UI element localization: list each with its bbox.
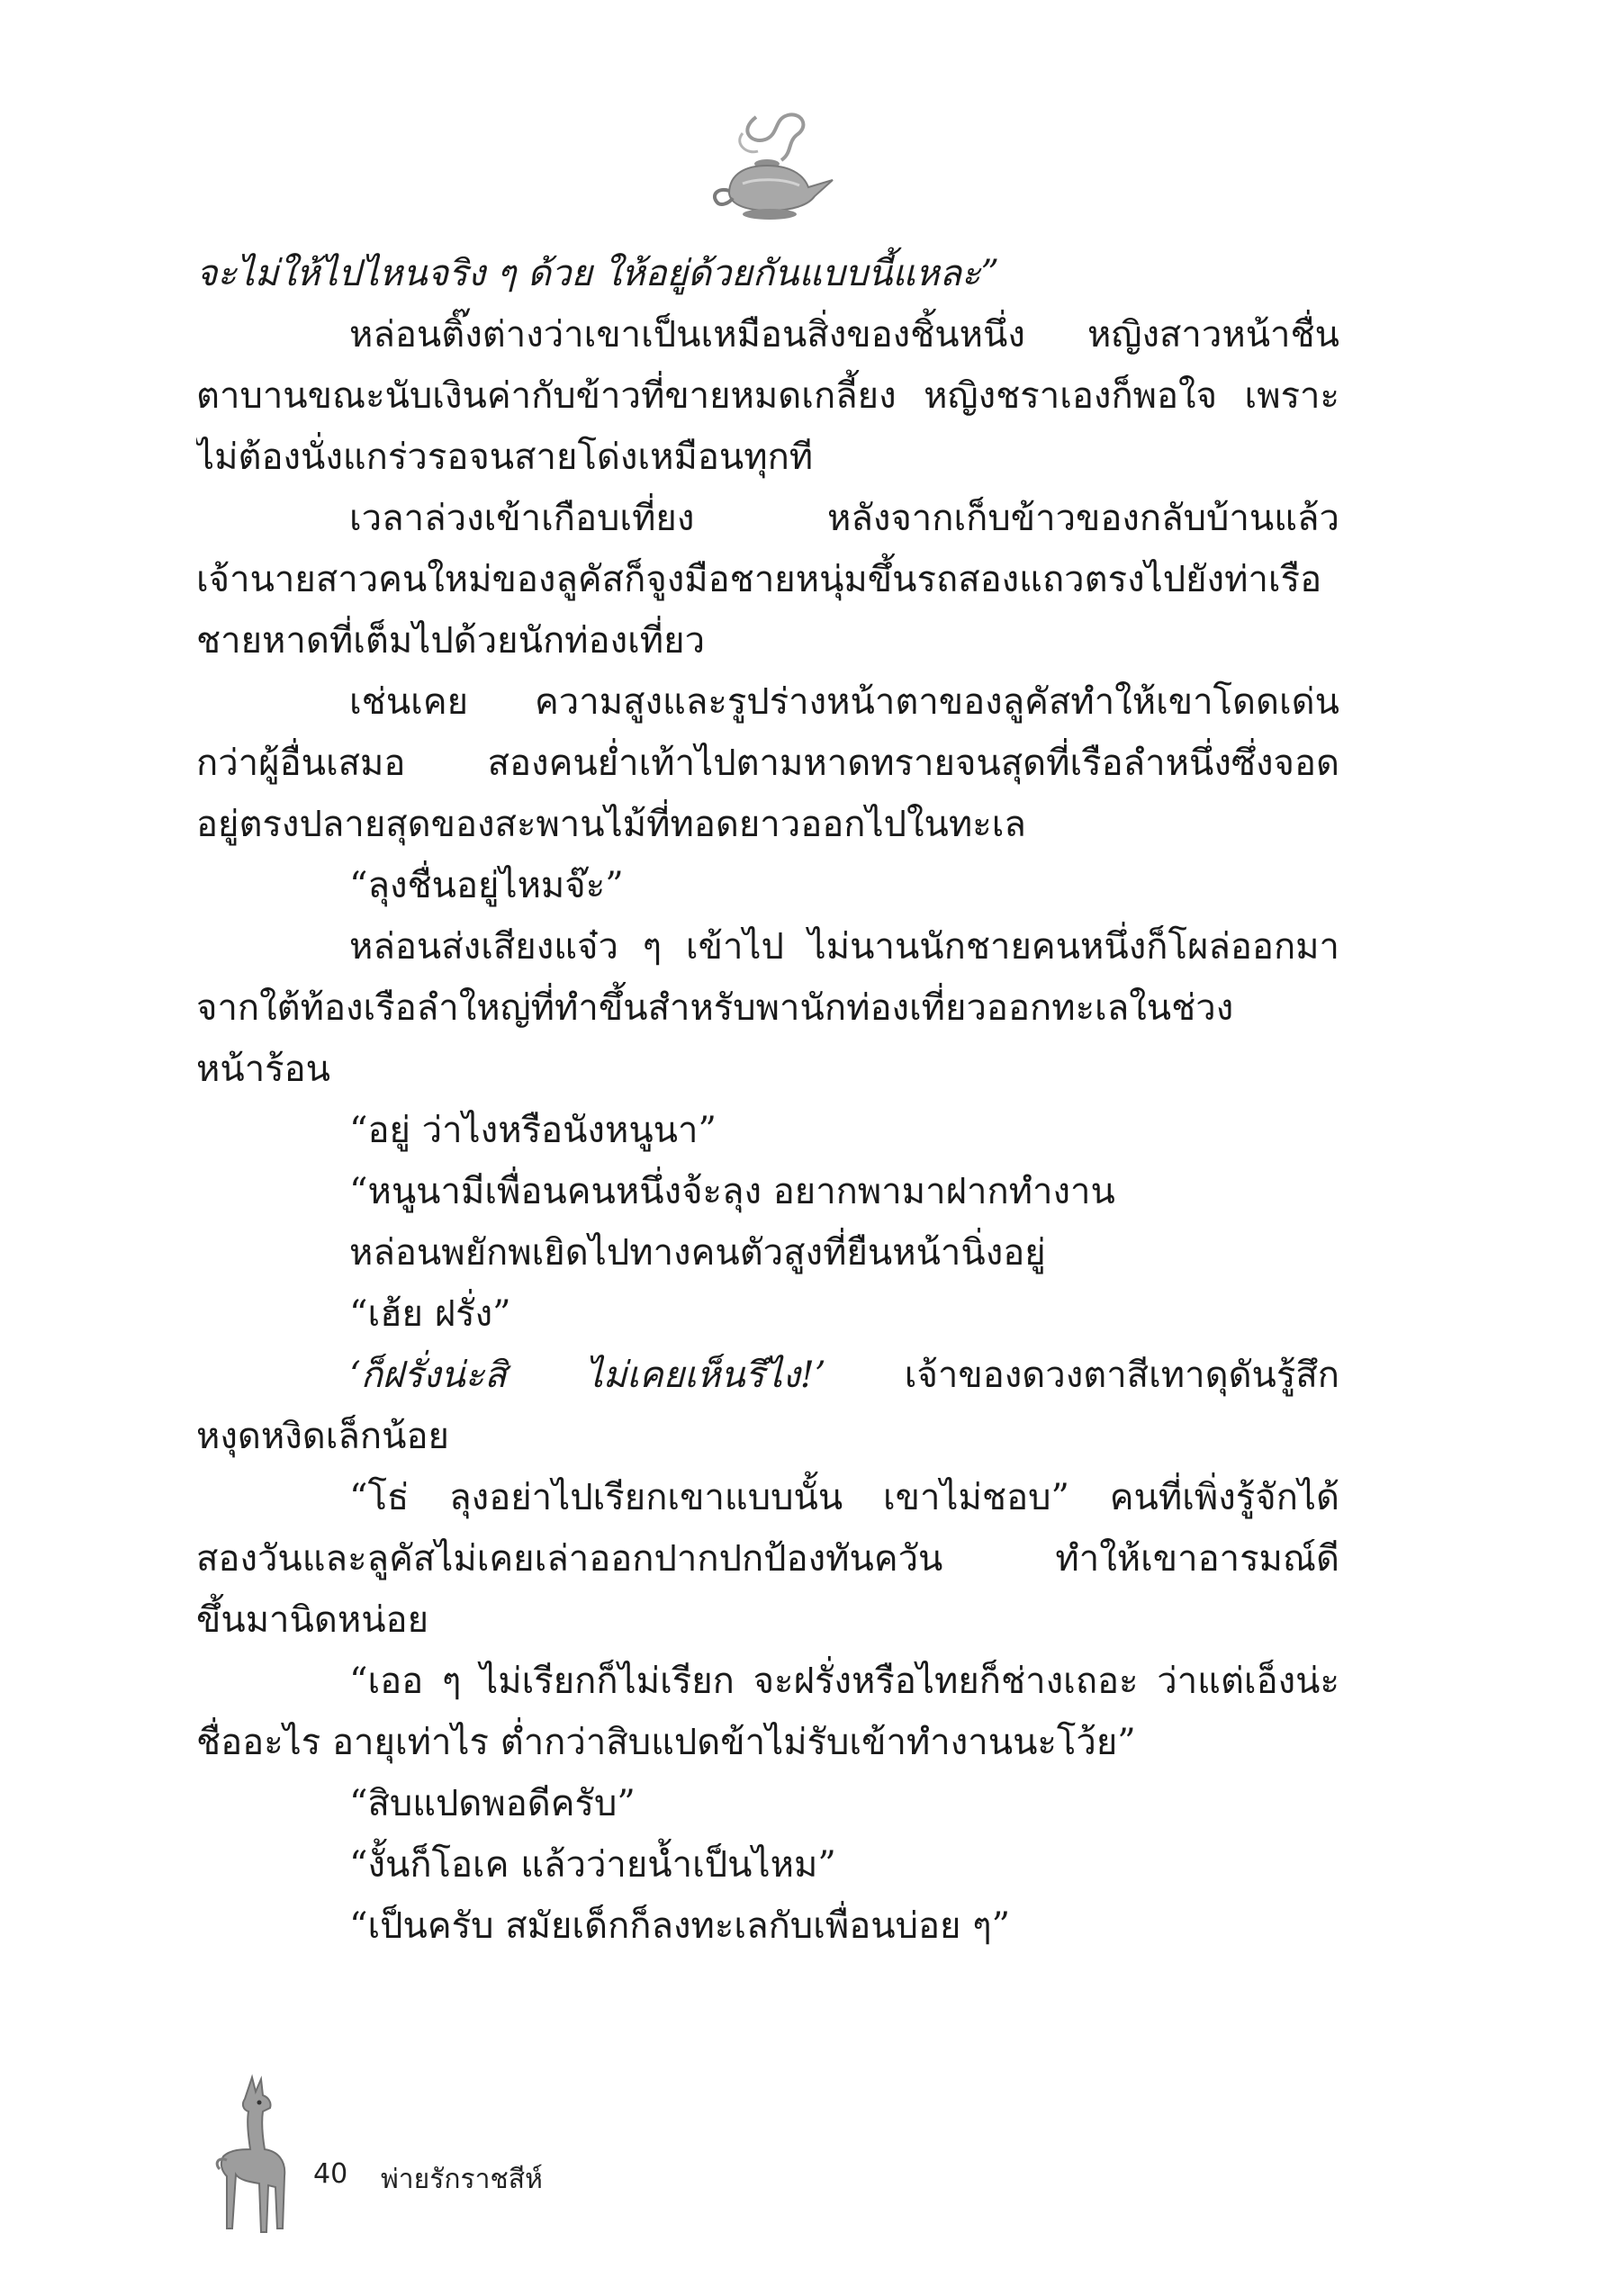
- text-line: [196, 671, 1339, 733]
- text-line: [196, 1161, 1339, 1222]
- text-segment: หล่อนพยักพเยิดไปทางคนตัวสูงที่ยืนหน้านิ่งอยู่: [349, 1232, 1046, 1274]
- text-line: [196, 1895, 1339, 1957]
- text-segment: ไม่ต้องนั่งแกร่วรอจนสายโด่งเหมือนทุกที: [196, 437, 814, 478]
- page-footer: [196, 2070, 826, 2241]
- text-segment: “ลุงชื่นอยู่ไหมจ๊ะ”: [349, 865, 624, 906]
- text-segment: สองวันและลูคัสไม่เคยเล่าออกปากปกป้องทันควัน ทำให้เขาอารมณ์ดี: [196, 1538, 1339, 1580]
- text-segment: “เป็นครับ สมัยเด็กก็ลงทะเลกับเพื่อนบ่อย ๆ”: [349, 1905, 1011, 1947]
- text-line: [196, 1039, 1339, 1100]
- text-line: [196, 1773, 1339, 1834]
- text-segment: เช่นเคย ความสูงและรูปร่างหน้าตาของลูคัสทำให้เขาโดดเด่น: [349, 681, 1339, 723]
- text-line: [196, 365, 1339, 427]
- text-segment: หน้าร้อน: [196, 1049, 331, 1090]
- text-line: [196, 1589, 1339, 1651]
- body-text: [196, 243, 1339, 1957]
- magic-lamp-icon: [702, 108, 837, 225]
- text-line: [196, 1712, 1339, 1773]
- deer-icon: [196, 2070, 295, 2241]
- text-line: [196, 1345, 1339, 1406]
- text-segment: เจ้านายสาวคนใหม่ของลูคัสก็จูงมือชายหนุ่มขึ้นรถสองแถวตรงไปยังท่าเรือ: [196, 559, 1322, 600]
- text-segment: กว่าผู้อื่นเสมอ สองคนย่ำเท้าไปตามหาดทรายจนสุดที่เรือลำหนึ่งซึ่งจอด: [196, 743, 1339, 784]
- text-line: [196, 1528, 1339, 1589]
- text-segment: หล่อนติ๊งต่างว่าเขาเป็นเหมือนสิ่งของชิ้นหนึ่ง หญิงสาวหน้าชื่น: [349, 314, 1339, 356]
- text-segment: “งั้นก็โอเค แล้วว่ายน้ำเป็นไหม”: [349, 1844, 836, 1886]
- text-line: [196, 488, 1339, 549]
- text-segment: “เฮ้ย ฝรั่ง”: [349, 1293, 511, 1335]
- book-title: พ่ายรักราชสีห์: [381, 2164, 543, 2195]
- text-segment: “โธ่ ลุงอย่าไปเรียกเขาแบบนั้น เขาไม่ชอบ” คนที่เพิ่งรู้จักได้: [349, 1477, 1339, 1518]
- text-line: [196, 549, 1339, 610]
- text-segment: ชายหาดที่เต็มไปด้วยนักท่องเที่ยว: [196, 620, 706, 662]
- text-line: [196, 243, 1339, 304]
- text-segment: ตาบานขณะนับเงินค่ากับข้าวที่ขายหมดเกลี้ยง หญิงชราเองก็พอใจ เพราะ: [196, 375, 1339, 417]
- text-segment: เจ้าของดวงตาสีเทาดุดันรู้สึก: [825, 1355, 1339, 1396]
- text-segment: หล่อนส่งเสียงแจ๋ว ๆ เข้าไป ไม่นานนักชายคนหนึ่งก็โผล่ออกมา: [349, 926, 1339, 968]
- page-number: 40: [313, 2158, 348, 2190]
- text-segment: อยู่ตรงปลายสุดของสะพานไม้ที่ทอดยาวออกไปในทะเล: [196, 804, 1026, 845]
- text-segment: จะไม่ให้ไปไหนจริง ๆ ด้วย ให้อยู่ด้วยกันแบบนี้แหละ”: [196, 253, 999, 294]
- text-segment: หงุดหงิดเล็กน้อย: [196, 1416, 449, 1457]
- text-line: [196, 1283, 1339, 1345]
- text-segment: “อยู่ ว่าไงหรือนังหนูนา”: [349, 1110, 717, 1151]
- text-line: [196, 855, 1339, 916]
- text-line: [196, 1100, 1339, 1161]
- text-line: [196, 610, 1339, 671]
- text-segment: “เออ ๆ ไม่เรียกก็ไม่เรียก จะฝรั่งหรือไทยก็ช่างเถอะ ว่าแต่เอ็งน่ะ: [349, 1661, 1339, 1702]
- text-line: [196, 794, 1339, 855]
- text-line: [196, 427, 1339, 488]
- text-segment: “สิบแปดพอดีครับ”: [349, 1783, 636, 1824]
- text-segment: จากใต้ท้องเรือลำใหญ่ที่ทำขึ้นสำหรับพานักท่องเที่ยวออกทะเลในช่วง: [196, 987, 1234, 1029]
- text-line: [196, 916, 1339, 977]
- text-line: [196, 1222, 1339, 1283]
- text-line: [196, 1467, 1339, 1528]
- text-segment: ‘ก็ฝรั่งน่ะสิ ไม่เคยเห็นรึไง!’: [349, 1355, 826, 1396]
- text-segment: เวลาล่วงเข้าเกือบเที่ยง หลังจากเก็บข้าวของกลับบ้านแล้ว: [349, 498, 1339, 539]
- text-line: [196, 304, 1339, 365]
- text-segment: ชื่ออะไร อายุเท่าไร ต่ำกว่าสิบแปดข้าไม่รับเข้าทำงานนะโว้ย”: [196, 1722, 1136, 1763]
- text-line: [196, 733, 1339, 794]
- text-segment: “หนูนามีเพื่อนคนหนึ่งจ้ะลุง อยากพามาฝากทำงาน: [349, 1171, 1115, 1212]
- text-line: [196, 1834, 1339, 1895]
- text-line: [196, 1406, 1339, 1467]
- text-segment: ขึ้นมานิดหน่อย: [196, 1599, 429, 1641]
- text-line: [196, 1651, 1339, 1712]
- text-line: [196, 977, 1339, 1039]
